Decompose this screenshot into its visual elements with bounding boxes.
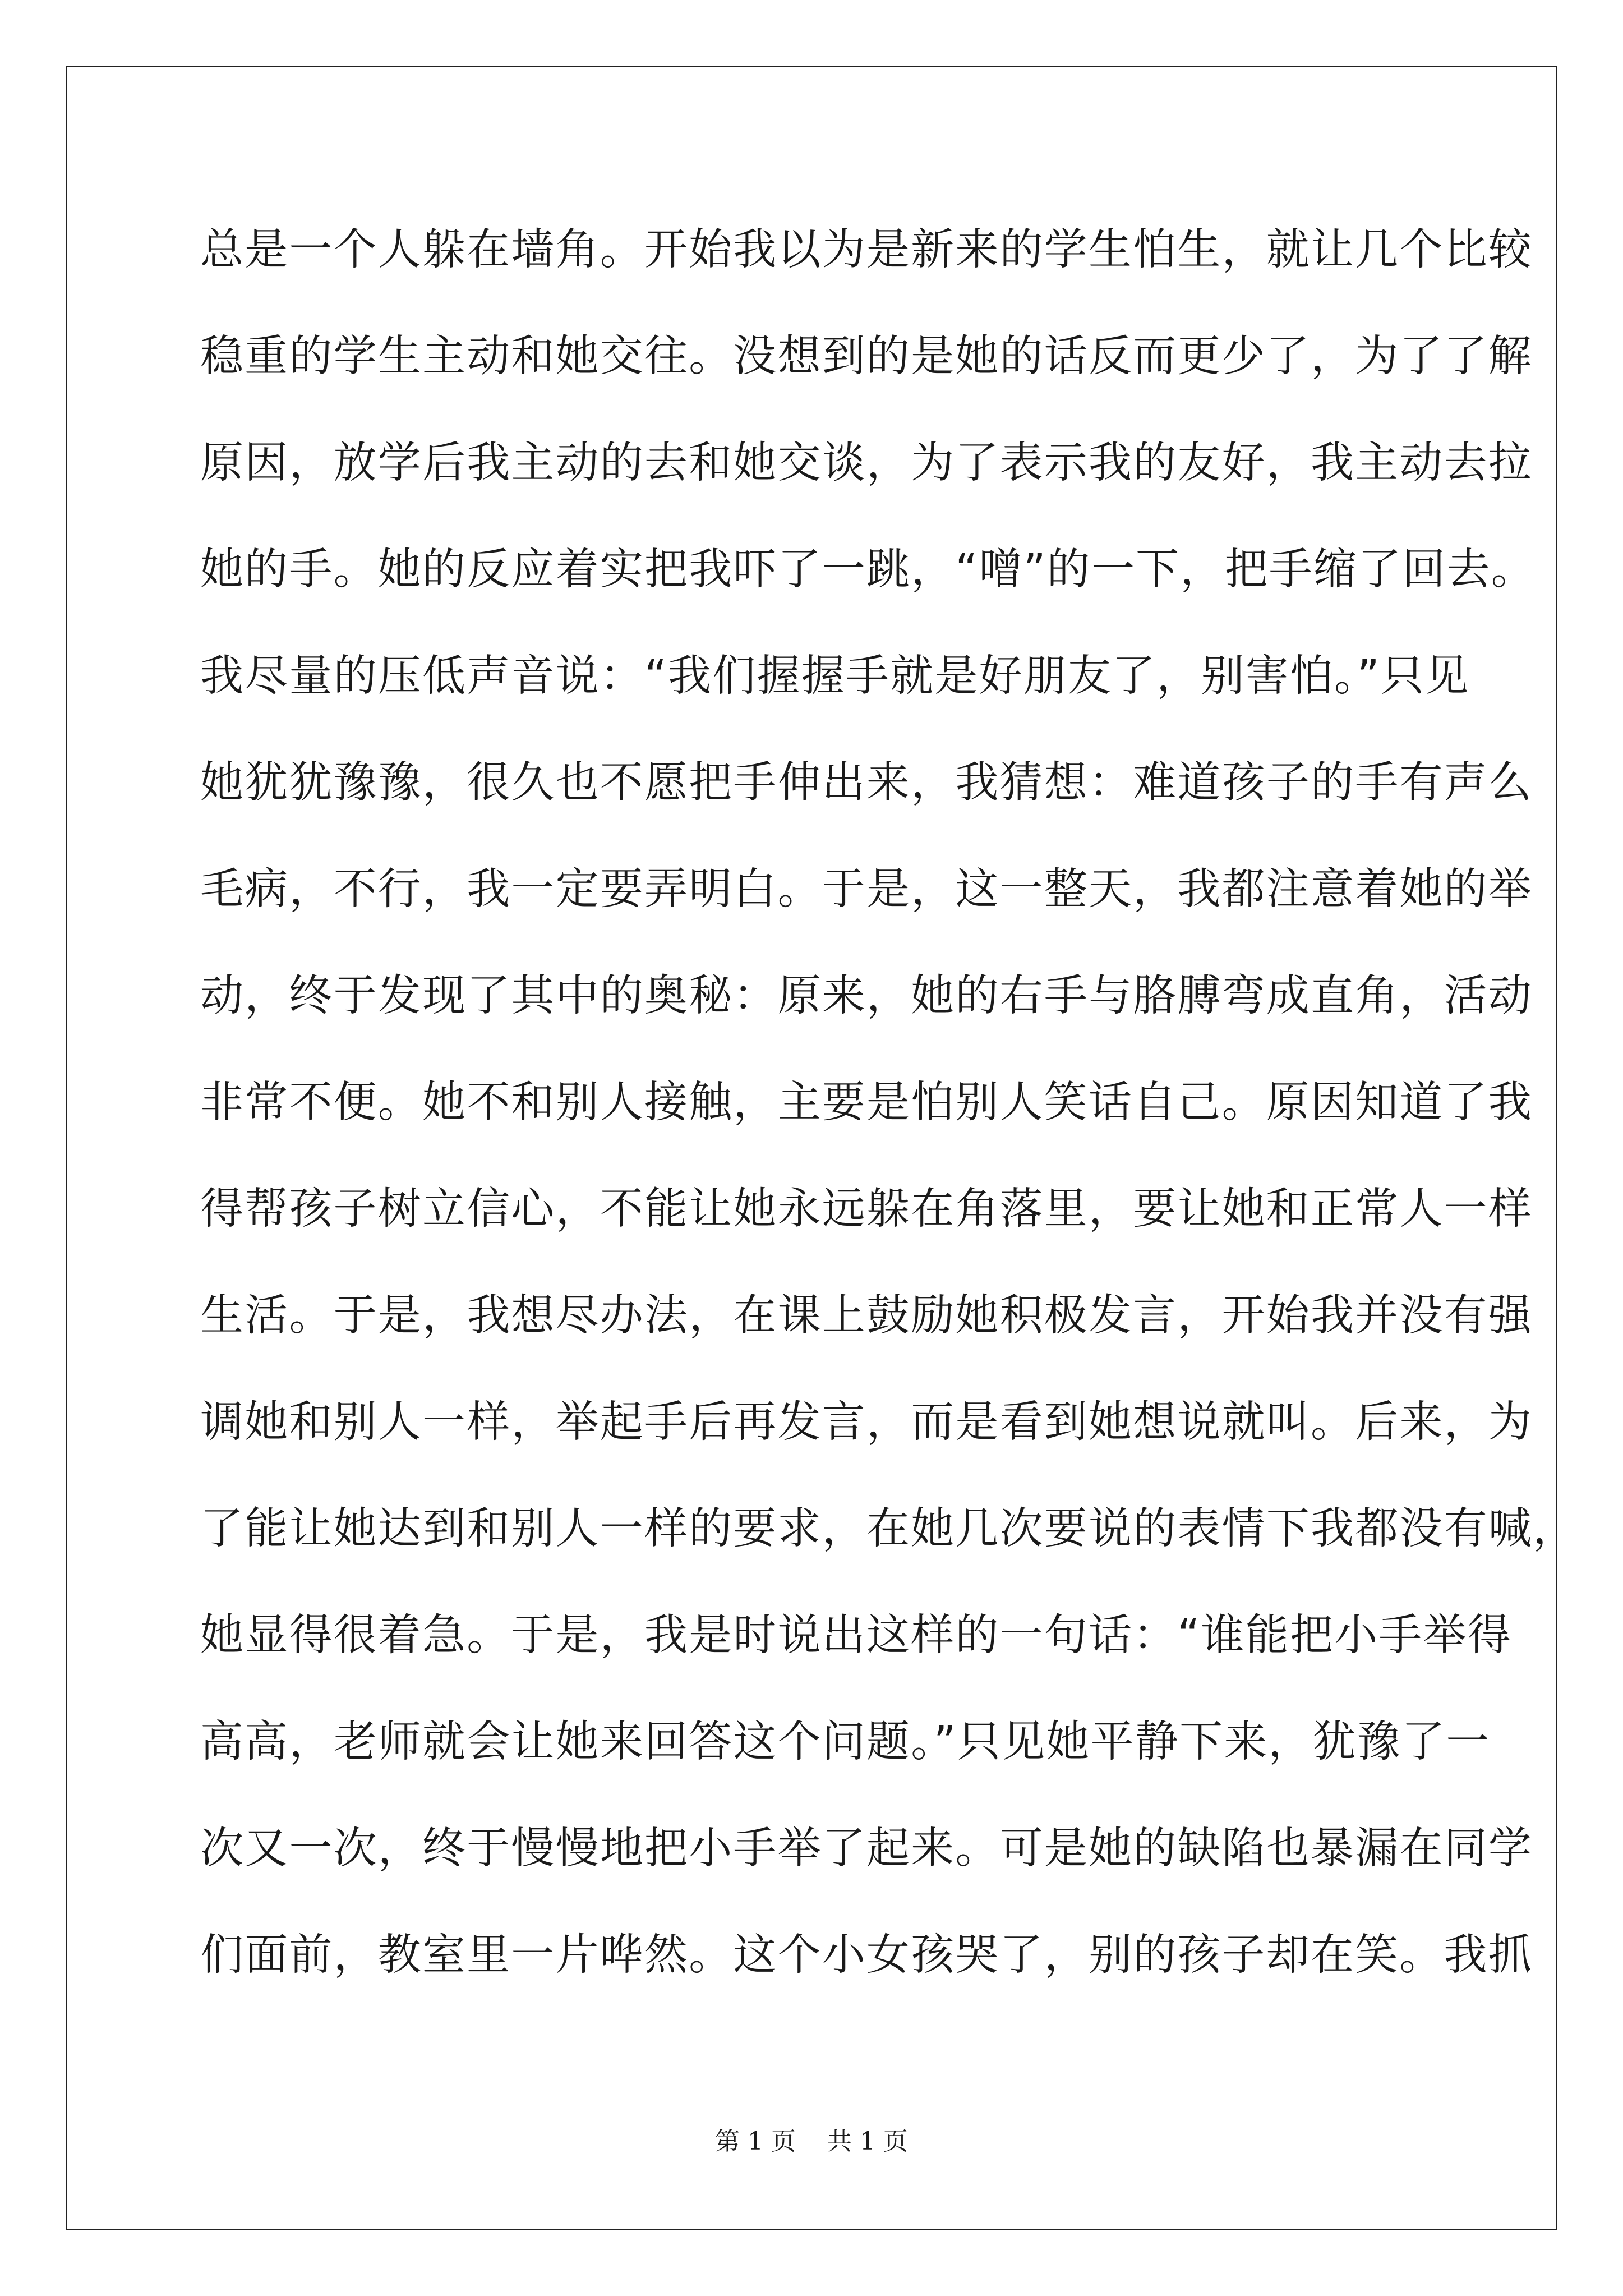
text-line: 得帮孩子树立信心，不能让她永远躲在角落里，要让她和正常人一样 <box>200 1184 1533 1234</box>
text-line: 非常不便。她不和别人接触，主要是怕别人笑话自己。原因知道了我 <box>200 1078 1533 1128</box>
text-line: 调她和别人一样，举起手后再发言，而是看到她想说就叫。后来，为 <box>200 1397 1533 1447</box>
text-line: 我尽量的压低声音说：“我们握握手就是好朋友了，别害怕。”只见 <box>200 651 1470 701</box>
text-line: 她显得很着急。于是，我是时说出这样的一句话：“谁能把小手举得 <box>200 1611 1512 1660</box>
page-number-footer: 第 1 页 共 1 页 <box>715 2127 908 2156</box>
text-line: 高高，老师就会让她来回答这个问题。”只见她平静下来，犹豫了一 <box>200 1717 1491 1767</box>
text-line: 总是一个人躲在墙角。开始我以为是新来的学生怕生，就让几个比较 <box>200 225 1533 275</box>
text-line: 次又一次，终于慢慢地把小手举了起来。可是她的缺陷也暴漏在同学 <box>200 1824 1533 1874</box>
text-line: 生活。于是，我想尽办法，在课上鼓励她积极发言，开始我并没有强 <box>200 1291 1533 1341</box>
text-line: 她犹犹豫豫，很久也不愿把手伸出来，我猜想：难道孩子的手有声么 <box>200 758 1533 808</box>
text-line: 们面前，教室里一片哗然。这个小女孩哭了，别的孩子却在笑。我抓 <box>200 1930 1533 1980</box>
text-line: 她的手。她的反应着实把我吓了一跳，“噌”的一下，把手缩了回去。 <box>200 545 1536 595</box>
text-line: 动，终于发现了其中的奥秘：原来，她的右手与胳膊弯成直角，活动 <box>200 971 1533 1021</box>
text-line: 原因，放学后我主动的去和她交谈，为了表示我的友好，我主动去拉 <box>200 438 1533 488</box>
document-body <box>200 214 1578 2026</box>
text-line: 了能让她达到和别人一样的要求，在她几次要说的表情下我都没有喊， <box>200 1504 1578 1554</box>
text-line: 毛病，不行，我一定要弄明白。于是，这一整天，我都注意着她的举 <box>200 864 1533 914</box>
text-line: 稳重的学生主动和她交往。没想到的是她的话反而更少了，为了了解 <box>200 332 1533 381</box>
